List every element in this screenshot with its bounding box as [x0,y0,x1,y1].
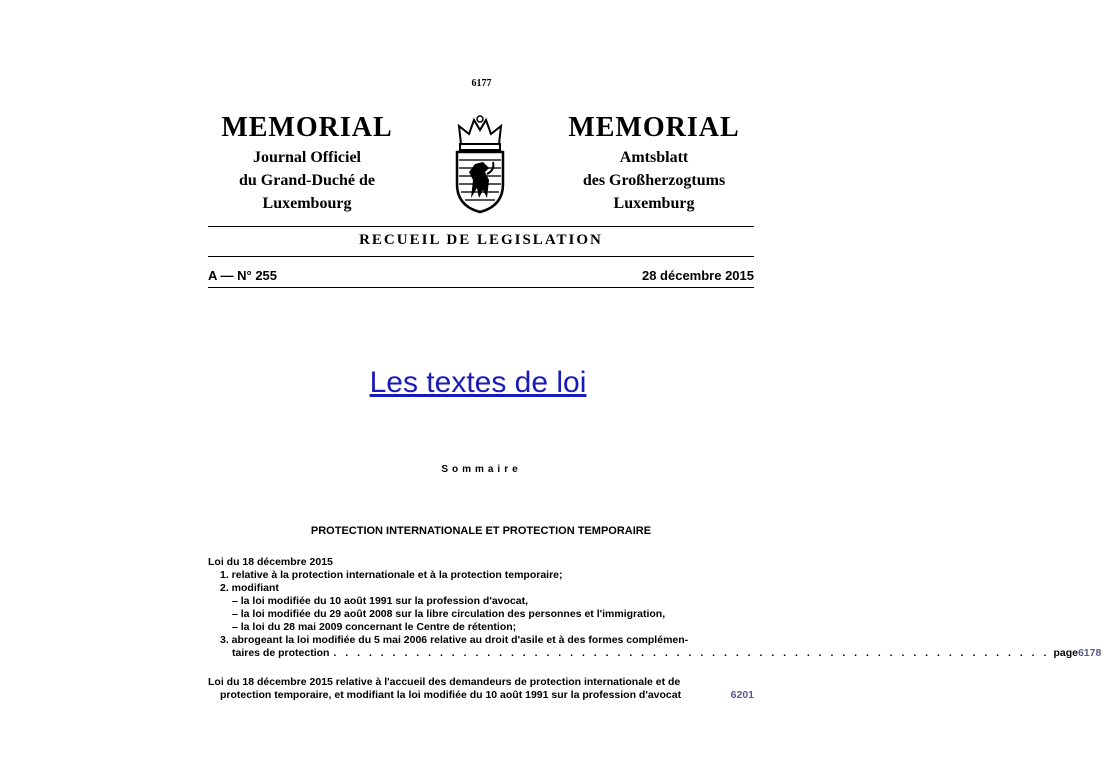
toc-line: – la loi du 28 mai 2009 concernant le Centre de rétention; [232,621,517,633]
masthead-right-line: Amtsblatt [619,149,689,166]
page-number: 6177 [471,78,492,89]
toc-text: protection temporaire, et modifiant la loi modifiée du 10 août 1991 sur la profession d'avocat [220,689,682,701]
masthead-right-line: des Großherzogtums [582,172,726,189]
toc-line: – la loi modifiée du 29 août 2008 sur la libre circulation des personnes et l'immigration, [232,608,666,620]
masthead-right-subtitle [555,146,753,215]
toc-line: 2. modifiant [220,582,279,594]
masthead-left-line: du Grand-Duché de [238,172,376,189]
toc-entry [208,556,1101,660]
toc-page-number[interactable]: 6178 [1077,647,1101,659]
toc-line-last [208,689,754,702]
section-title: PROTECTION INTERNATIONALE ET PROTECTION TEMPORAIRE [310,525,652,537]
toc-line-last [208,647,1101,660]
issue-number: A — N° 255 [208,268,278,283]
recueil-title: RECUEIL DE LEGISLATION [359,232,603,248]
issue-date: 28 décembre 2015 [641,268,754,283]
masthead-left-line: Luxembourg [262,195,352,212]
sommaire-heading: Sommaire [441,464,522,475]
divider [208,256,754,257]
masthead-left-line: Journal Officiel [253,149,361,166]
masthead-left-subtitle [208,146,406,215]
toc-entry [208,676,754,702]
toc-line: Loi du 18 décembre 2015 [208,556,333,568]
masthead-right-title: MEMORIAL [568,112,740,143]
masthead-right-line: Luxemburg [613,195,695,212]
toc-line: Loi du 18 décembre 2015 relative à l'accueil des demandeurs de protection internationale et de [208,676,681,688]
toc-line: 3. abrogeant la loi modifiée du 5 mai 2006 relative au droit d'asile et à des formes complémen- [220,634,689,646]
masthead-left-title: MEMORIAL [221,112,393,143]
toc-line: – la loi modifiée du 10 août 1991 sur la profession d'avocat, [232,595,529,607]
divider [208,226,754,227]
page-label: page [1053,647,1078,659]
toc-text: taires de protection [232,647,330,659]
toc-page-number[interactable]: 6201 [730,689,754,701]
coat-of-arms-icon [447,114,513,214]
toc-line: 1. relative à la protection internationale et à la protection temporaire; [220,569,563,581]
leader-dots: . . . . . . . . . . . . . . . . . . . . . . . . . . . . . . . . . . . . . . . . . . . . . . . . . . . . . . . . . . . . . [333,647,1050,659]
law-texts-link[interactable]: Les textes de loi [369,366,587,399]
divider [208,287,754,288]
